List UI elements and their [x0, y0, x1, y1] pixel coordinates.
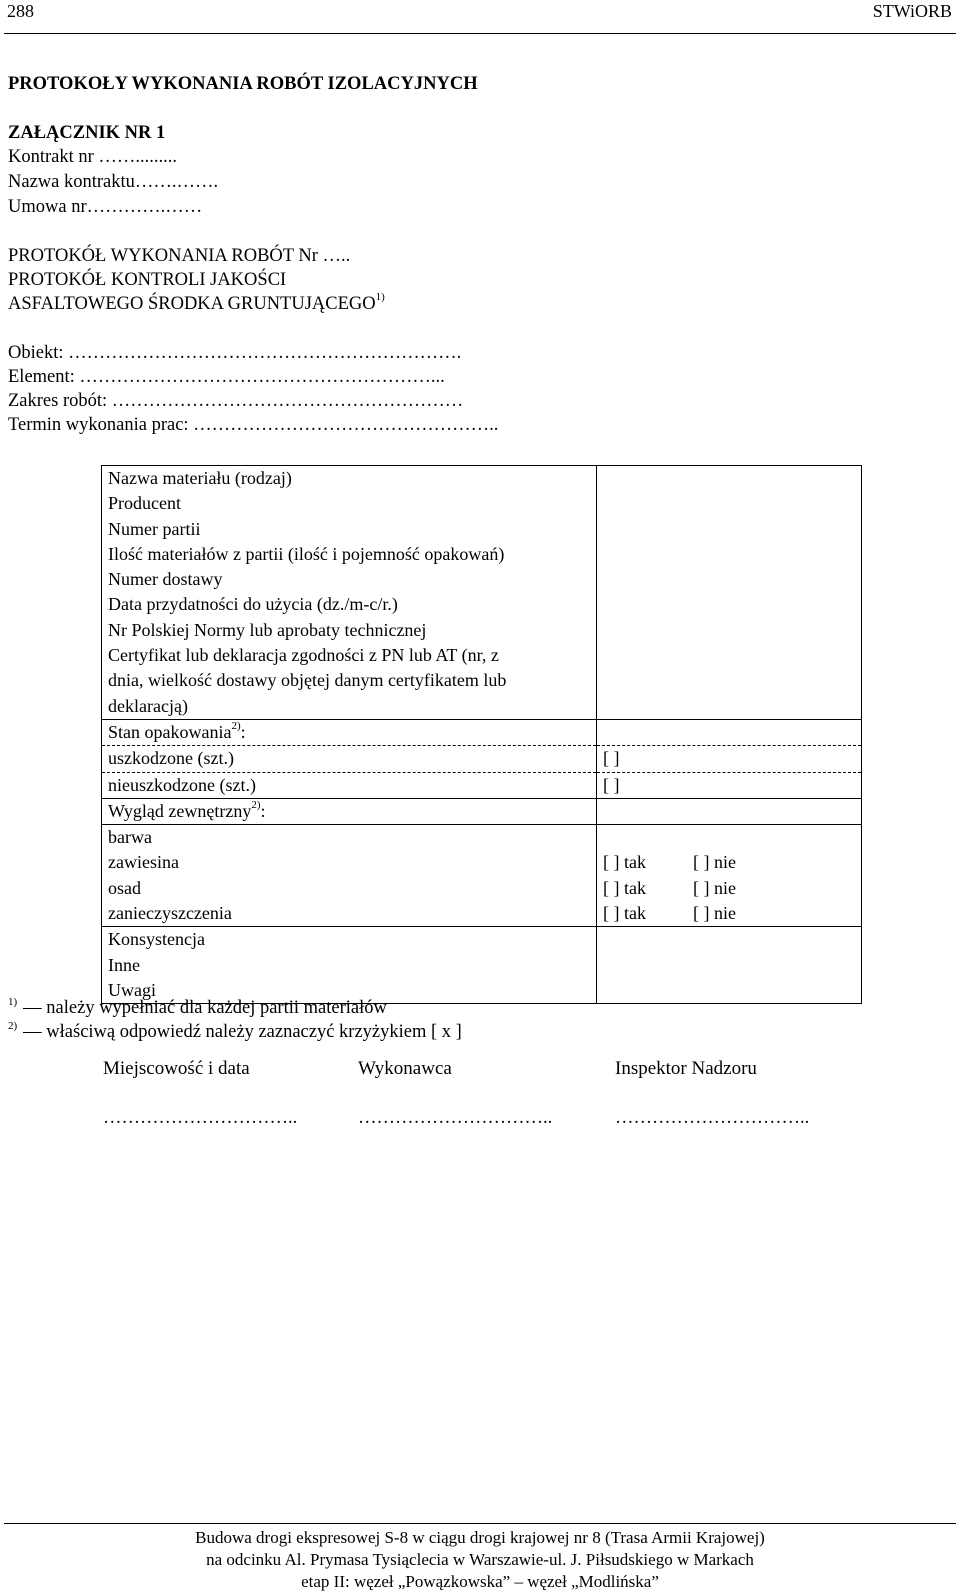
table-row	[102, 798, 862, 824]
page-number: 288	[7, 1, 34, 21]
row-label: barwa	[108, 827, 152, 848]
contract-number-field: Kontrakt nr …….........	[8, 147, 178, 167]
row-label: osad	[108, 877, 141, 898]
document-code: STWiORB	[872, 1, 952, 21]
row-label: Certyfikat lub deklaracja zgodności z PN lub AT (nr, z	[108, 645, 499, 666]
row-label: Ilość materiałów z partii (ilość i pojemność opakowań)	[108, 543, 505, 564]
signature-place-date-label: Miejscowość i data	[103, 1058, 250, 1079]
signature-line-3[interactable]: …………………………..	[615, 1108, 810, 1128]
table-row	[102, 927, 862, 1004]
checkbox-zawiesina-tak[interactable]: [ ] tak	[603, 852, 646, 873]
page-footer	[0, 1527, 960, 1593]
zakres-field: Zakres robót: …………………………………………………	[8, 391, 464, 411]
agreement-number-field: Umowa nr………….……	[8, 197, 203, 217]
row-label: Numer dostawy	[108, 569, 223, 590]
row-label: nieuszkodzone (szt.)	[102, 772, 597, 798]
row-label: Producent	[108, 493, 181, 514]
table-row	[102, 772, 862, 798]
checkbox-osad-nie[interactable]: [ ] nie	[693, 877, 736, 898]
footnote-number: 1)	[8, 996, 18, 1008]
protocol-title-2: PROTOKÓŁ KONTROLI JAKOŚCI	[8, 270, 287, 290]
row-label: deklaracją)	[108, 695, 188, 716]
checkbox-uszkodzone[interactable]: [ ]	[597, 746, 862, 772]
row-label: uszkodzone (szt.)	[102, 746, 597, 772]
table-row	[102, 466, 862, 720]
footnote-text: — należy wypełniać dla każdej partii materiałów	[23, 998, 387, 1018]
row-label: zanieczyszczenia	[108, 903, 232, 924]
annex-label: ZAŁĄCZNIK NR 1	[8, 123, 166, 143]
row-label: Data przydatności do użycia (dz./m-c/r.)	[108, 594, 398, 615]
checkbox-zanieczyszczenia-nie[interactable]: [ ] nie	[693, 903, 736, 924]
row-label: Stan opakowania	[108, 721, 232, 742]
checkbox-nieuszkodzone[interactable]: [ ]	[597, 772, 862, 798]
contract-name-field: Nazwa kontraktu…….…….	[8, 172, 219, 192]
footnote-number: 2)	[8, 1020, 18, 1032]
colon: :	[240, 721, 246, 742]
row-label: Numer partii	[108, 518, 201, 539]
table-row	[102, 746, 862, 772]
footer-line-2: na odcinku Al. Prymasa Tysiąclecia w Warszawie-ul. J. Piłsudskiego w Markach	[206, 1550, 754, 1569]
termin-field: Termin wykonania prac: …………………………………………..	[8, 415, 499, 435]
footer-rule	[4, 1523, 956, 1524]
table-row	[102, 719, 862, 745]
signature-contractor-label: Wykonawca	[358, 1058, 452, 1079]
obiekt-field: Obiekt: ……………………………………………………….	[8, 343, 462, 363]
protocol-title-3-text: ASFALTOWEGO ŚRODKA GRUNTUJĄCEGO	[8, 294, 376, 314]
row-label: Wygląd zewnętrzny	[108, 800, 252, 821]
signature-line-1[interactable]: …………………………..	[103, 1108, 298, 1128]
footnote-1	[8, 996, 387, 1022]
row-label: zawiesina	[108, 852, 179, 873]
signature-line-2[interactable]: …………………………..	[358, 1108, 553, 1128]
footer-line-3: etap II: węzeł „Powązkowska” – węzeł „Modlińska”	[301, 1572, 659, 1591]
row-label: dnia, wielkość dostawy objętej danym certyfikatem lub	[108, 670, 507, 691]
checkbox-osad-tak[interactable]: [ ] tak	[603, 877, 646, 898]
value-cell[interactable]	[597, 927, 862, 1004]
footnote-text: — właściwą odpowiedź należy zaznaczyć krzyżykiem [ x ]	[23, 1022, 462, 1042]
main-title: PROTOKOŁY WYKONANIA ROBÓT IZOLACYJNYCH	[8, 74, 478, 94]
element-field: Element: …………………………………………………...	[8, 367, 445, 387]
checkbox-zawiesina-nie[interactable]: [ ] nie	[693, 852, 736, 873]
table-row	[102, 825, 862, 927]
value-cell[interactable]	[597, 466, 862, 720]
footnote-2	[8, 1020, 462, 1046]
row-label: Uwagi	[108, 979, 156, 1000]
footnote-ref: 1)	[375, 290, 385, 303]
row-label: Inne	[108, 954, 140, 975]
material-form-table	[101, 465, 862, 1004]
row-label: Konsystencja	[108, 929, 205, 950]
row-label: Nazwa materiału (rodzaj)	[108, 468, 292, 488]
protocol-title-3	[8, 292, 385, 316]
footnote-ref: 2)	[231, 719, 241, 732]
protocol-title-1: PROTOKÓŁ WYKONANIA ROBÓT Nr …..	[8, 246, 351, 266]
header-rule	[4, 33, 956, 34]
footnote-ref: 2)	[251, 798, 261, 811]
checkbox-zanieczyszczenia-tak[interactable]: [ ] tak	[603, 903, 646, 924]
signature-inspector-label: Inspektor Nadzoru	[615, 1058, 757, 1079]
colon: :	[260, 800, 266, 821]
page-header	[0, 0, 960, 36]
row-label: Nr Polskiej Normy lub aprobaty technicznej	[108, 619, 427, 640]
footer-line-1: Budowa drogi ekspresowej S-8 w ciągu drogi krajowej nr 8 (Trasa Armii Krajowej)	[195, 1528, 765, 1547]
